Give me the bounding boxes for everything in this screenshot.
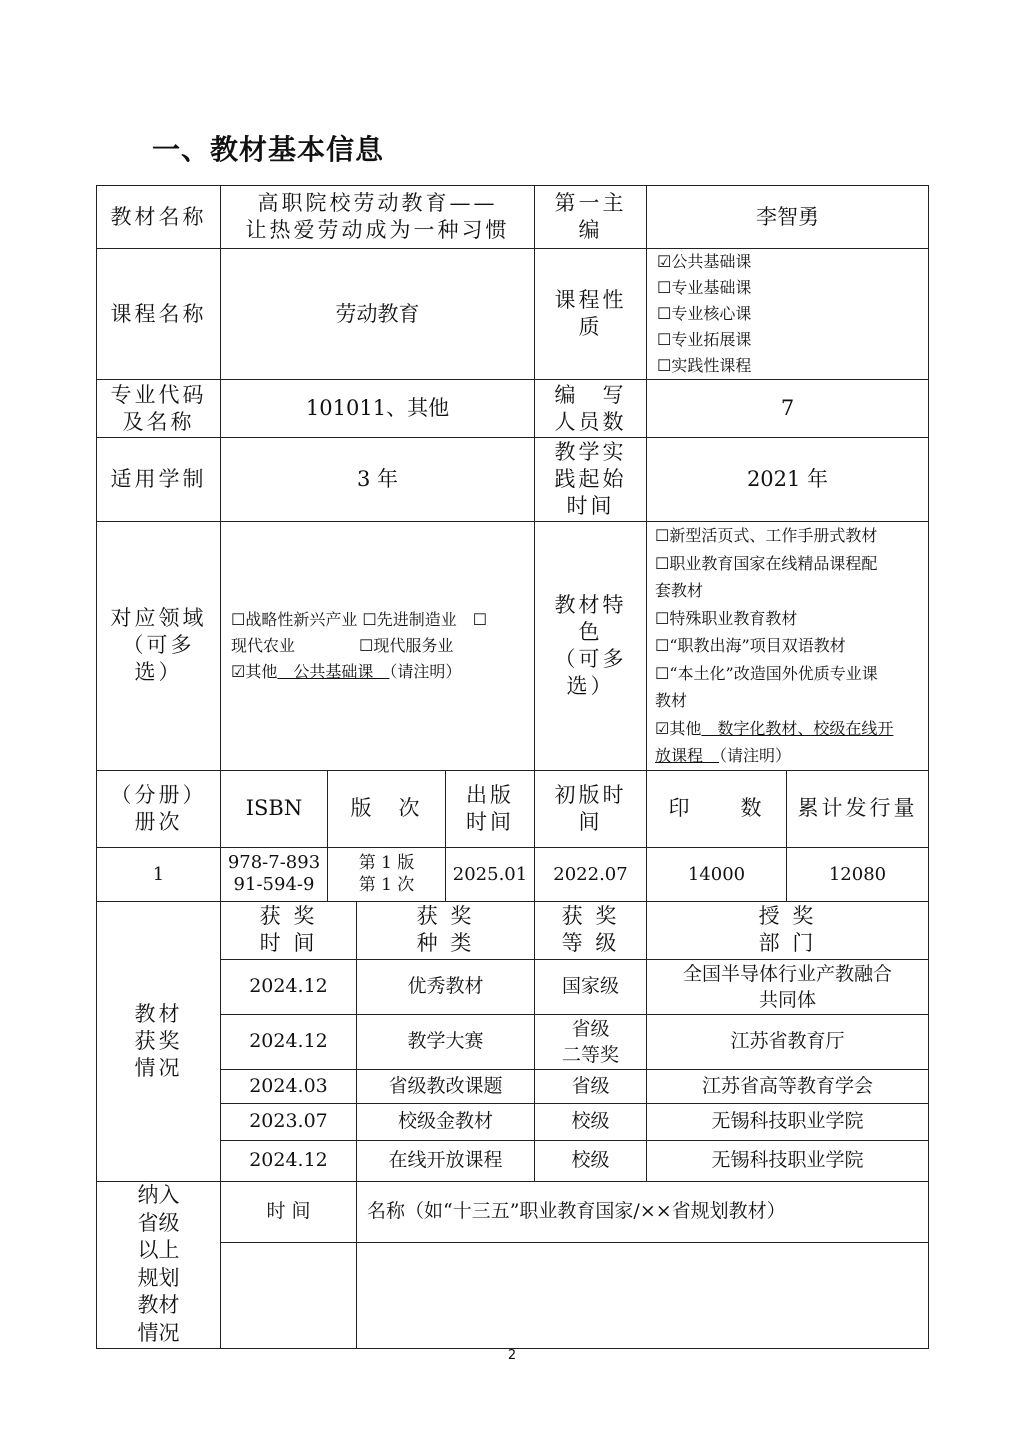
- feature-label: 教材特 色 （可多 选）: [535, 522, 647, 771]
- award-type-header: 获 奖 种 类: [357, 901, 535, 959]
- practice-start-value: 2021 年: [647, 438, 929, 522]
- system-label: 适用学制: [97, 438, 221, 522]
- award-row: [97, 959, 929, 1014]
- award-row: [97, 1069, 929, 1103]
- chief-editor-value: 李智勇: [647, 186, 929, 249]
- page-number: 2: [507, 1348, 517, 1363]
- cumulative-header: 累计发行量: [787, 770, 929, 847]
- award-level-header: 获 奖 等 级: [535, 901, 647, 959]
- major-label: 专业代码 及名称: [97, 380, 221, 438]
- awards-label: 教材 获奖 情况: [97, 901, 221, 1181]
- row-course-name: [97, 249, 929, 380]
- course-nature-options: [647, 249, 929, 380]
- pub-time-header: 出版 时间: [446, 770, 535, 847]
- award-level: 校级: [535, 1103, 647, 1140]
- print-value: 14000: [647, 847, 787, 901]
- edition-header: 版 次: [328, 770, 446, 847]
- edition-header-row: [97, 770, 929, 847]
- award-type: 教学大赛: [357, 1014, 535, 1069]
- print-header: 印 数: [647, 770, 787, 847]
- planning-name-cell: [357, 1242, 929, 1348]
- award-level: 省级: [535, 1069, 647, 1103]
- award-level: 省级 二等奖: [535, 1014, 647, 1069]
- award-level: 国家级: [535, 959, 647, 1014]
- award-dept: 无锡科技职业学院: [647, 1140, 929, 1181]
- first-time-value: 2022.07: [535, 847, 647, 901]
- feature-options: [647, 522, 929, 771]
- planning-data-row: [97, 1242, 929, 1348]
- feature-line: ☐新型活页式、工作手册式教材: [655, 526, 878, 545]
- domain-line-1: ☐战略性新兴产业 ☐先进制造业 ☐: [231, 609, 488, 629]
- feature-line: 教材: [655, 691, 688, 710]
- award-type: 在线开放课程: [357, 1140, 535, 1181]
- feature-line: ☐特殊职业教育教材: [655, 608, 798, 628]
- section-title: 一、教材基本信息: [152, 133, 385, 166]
- planning-name-header: 名称（如“十三五”职业教育国家/××省规划教材）: [357, 1181, 929, 1242]
- award-dept-header: 授 奖 部 门: [647, 901, 929, 959]
- row-domain: [97, 522, 929, 771]
- option-major-basic: ☐专业基础课: [657, 278, 752, 297]
- award-dept: 江苏省教育厅: [647, 1014, 929, 1069]
- textbook-name-label: 教材名称: [97, 186, 221, 249]
- course-nature-label: 课程性 质: [535, 249, 647, 380]
- option-public-basic: ☑公共基础课: [657, 252, 752, 271]
- course-name-label: 课程名称: [97, 249, 221, 380]
- isbn-value: 978-7-893 91-594-9: [221, 847, 328, 901]
- domain-options: [221, 522, 535, 771]
- planning-time-header: 时 间: [221, 1181, 357, 1242]
- award-dept: 无锡科技职业学院: [647, 1103, 929, 1140]
- award-level: 校级: [535, 1140, 647, 1181]
- domain-line-2: 现代农业 ☐现代服务业: [231, 635, 454, 655]
- chief-editor-label: 第一主 编: [535, 186, 647, 249]
- edition-value: 第 1 版 第 1 次: [328, 847, 446, 901]
- pub-time-value: 2025.01: [446, 847, 535, 901]
- feature-line: 套教材: [655, 581, 704, 600]
- cumulative-value: 12080: [787, 847, 929, 901]
- row-major: [97, 380, 929, 438]
- volume-header: （分册） 册次: [97, 770, 221, 847]
- award-row: [97, 1014, 929, 1069]
- award-time: 2023.07: [221, 1103, 357, 1140]
- row-textbook-name: [97, 186, 929, 249]
- option-major-extend: ☐专业拓展课: [657, 330, 752, 349]
- option-practice: ☐实践性课程: [657, 356, 752, 375]
- planning-time-cell: [221, 1242, 357, 1348]
- system-value: 3 年: [221, 438, 535, 522]
- award-dept: 江苏省高等教育学会: [647, 1069, 929, 1103]
- award-dept: 全国半导体行业产教融合 共同体: [647, 959, 929, 1014]
- award-type: 省级教改课题: [357, 1069, 535, 1103]
- award-type: 校级金教材: [357, 1103, 535, 1140]
- practice-start-label: 教学实 践起始 时间: [535, 438, 647, 522]
- feature-other-cont: 放课程 （请注明）: [655, 746, 792, 765]
- option-major-core: ☐专业核心课: [657, 304, 752, 323]
- authors-label: 编 写 人员数: [535, 380, 647, 438]
- feature-line: ☐职业教育国家在线精品课程配: [655, 553, 878, 573]
- major-value: 101011、其他: [221, 380, 535, 438]
- award-type: 优秀教材: [357, 959, 535, 1014]
- award-row: [97, 1140, 929, 1181]
- isbn-header: ISBN: [221, 770, 328, 847]
- award-time: 2024.12: [221, 1140, 357, 1181]
- authors-value: 7: [647, 380, 929, 438]
- row-system: [97, 438, 929, 522]
- award-time: 2024.12: [221, 959, 357, 1014]
- award-time: 2024.12: [221, 1014, 357, 1069]
- textbook-info-table: [96, 185, 929, 1349]
- planning-header-row: [97, 1181, 929, 1242]
- textbook-name-value: 高职院校劳动教育—— 让热爱劳动成为一种习惯: [221, 186, 535, 249]
- awards-header-row: [97, 901, 929, 959]
- award-time: 2024.03: [221, 1069, 357, 1103]
- award-row: [97, 1103, 929, 1140]
- edition-data-row: [97, 847, 929, 901]
- feature-line: ☐“本土化”改造国外优质专业课: [655, 663, 878, 683]
- feature-other: ☑其他 数字化教材、校级在线开: [655, 718, 894, 738]
- course-name-value: 劳动教育: [221, 249, 535, 380]
- feature-line: ☐“职教出海”项目双语教材: [655, 636, 846, 655]
- volume-value: 1: [97, 847, 221, 901]
- domain-other: ☑其他 公共基础课 （请注明）: [231, 661, 462, 681]
- planning-label: 纳入 省级 以上 规划 教材 情况: [97, 1181, 221, 1348]
- first-time-header: 初版时 间: [535, 770, 647, 847]
- award-time-header: 获 奖 时 间: [221, 901, 357, 959]
- domain-label: 对应领域 （可多 选）: [97, 522, 221, 771]
